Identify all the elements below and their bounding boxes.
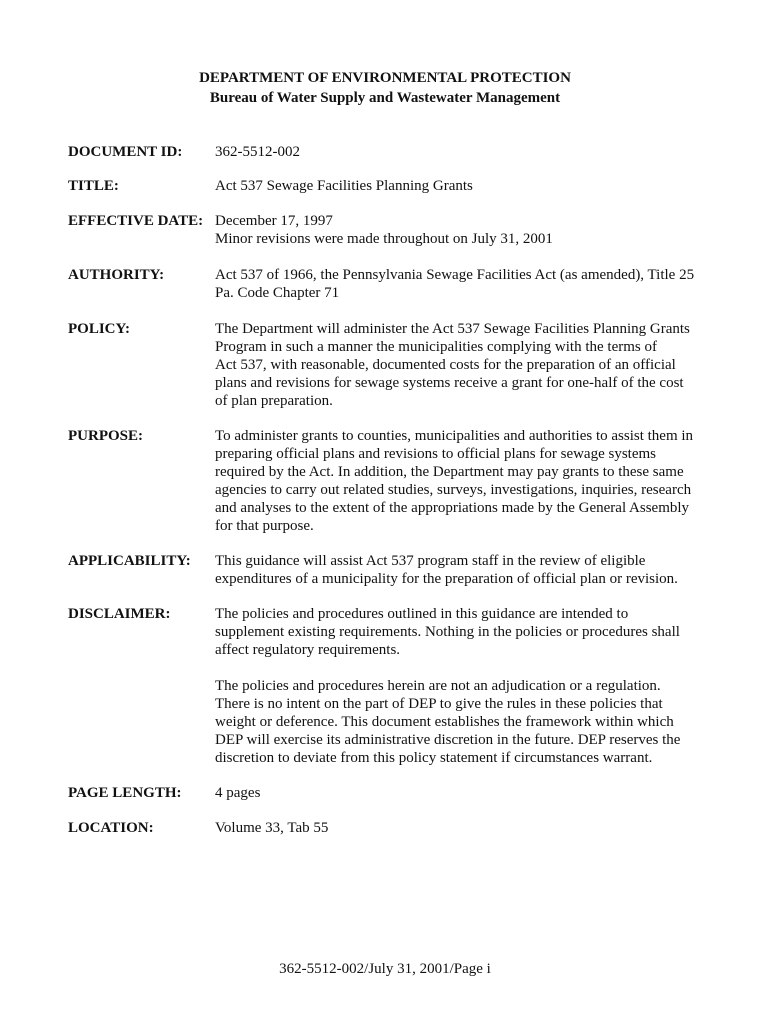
applicability-label: APPLICABILITY: — [68, 553, 191, 569]
purpose-line: for that purpose. — [215, 518, 314, 534]
disclaimer-line: DEP will exercise its administrative discretion in the future. DEP reserves the — [215, 732, 681, 748]
disclaimer-line: supplement existing requirements. Nothing in the policies or procedures shall — [215, 624, 680, 640]
purpose-line: agencies to carry out related studies, surveys, investigations, inquiries, research — [215, 482, 692, 498]
disclaimer-line: The policies and procedures outlined in this guidance are intended to — [215, 606, 629, 622]
policy-line: plans and revisions for sewage systems receive a grant for one-half of the cost — [215, 375, 684, 391]
disclaimer-line: There is no intent on the part of DEP to give the rules in these policies that — [215, 696, 663, 712]
disclaimer-line: affect regulatory requirements. — [215, 642, 401, 658]
disclaimer-paragraph — [215, 605, 711, 659]
policy-label: POLICY: — [68, 321, 130, 337]
purpose-line: and analyses to the extent of the appropriations made by the General Assembly — [215, 500, 690, 516]
effective-date-label: EFFECTIVE DATE: — [68, 213, 204, 229]
authority-line: Pa. Code Chapter 71 — [215, 285, 340, 301]
location-value: Volume 33, Tab 55 — [215, 820, 329, 836]
page-footer: 362-5512-002/July 31, 2001/Page i — [279, 961, 491, 977]
disclaimer-line: weight or deference. This document establishes the framework within which — [215, 714, 674, 730]
bureau-heading: Bureau of Water Supply and Wastewater Management — [209, 90, 561, 106]
purpose-line: To administer grants to counties, municipalities and authorities to assist them in — [215, 428, 694, 444]
page-length-label: PAGE LENGTH: — [68, 785, 182, 801]
purpose-label: PURPOSE: — [68, 428, 143, 444]
title-label: TITLE: — [68, 178, 119, 194]
purpose-line: required by the Act. In addition, the Department may pay grants to these same — [215, 464, 684, 480]
applicability-line: This guidance will assist Act 537 program staff in the review of eligible — [215, 553, 646, 569]
effective-date-line: December 17, 1997 — [215, 213, 333, 229]
title-value: Act 537 Sewage Facilities Planning Grants — [215, 178, 473, 194]
authority-line: Act 537 of 1966, the Pennsylvania Sewage Facilities Act (as amended), Title 25 — [215, 267, 695, 283]
applicability-line: expenditures of a municipality for the preparation of official plan or revision. — [215, 571, 678, 587]
disclaimer-label: DISCLAIMER: — [68, 606, 171, 622]
location-label: LOCATION: — [68, 820, 154, 836]
policy-line: Act 537, with reasonable, documented costs for the preparation of an official — [215, 357, 676, 373]
authority-label: AUTHORITY: — [68, 267, 165, 283]
document-id-label: DOCUMENT ID: — [68, 144, 183, 160]
policy-line: of plan preparation. — [215, 393, 333, 409]
policy-line: The Department will administer the Act 537 Sewage Facilities Planning Grants — [215, 321, 690, 337]
department-heading: DEPARTMENT OF ENVIRONMENTAL PROTECTION — [199, 70, 571, 86]
effective-date-line: Minor revisions were made throughout on July 31, 2001 — [215, 231, 553, 247]
disclaimer-paragraph — [215, 677, 711, 767]
page-length-value: 4 pages — [215, 785, 261, 801]
disclaimer-line: discretion to deviate from this policy statement if circumstances warrant. — [215, 750, 653, 766]
purpose-line: preparing official plans and revisions to official plans for sewage systems — [215, 446, 656, 462]
policy-line: Program in such a manner the municipalities complying with the terms of — [215, 339, 657, 355]
disclaimer-line: The policies and procedures herein are not an adjudication or a regulation. — [215, 678, 661, 694]
document-id-value: 362-5512-002 — [215, 144, 300, 160]
